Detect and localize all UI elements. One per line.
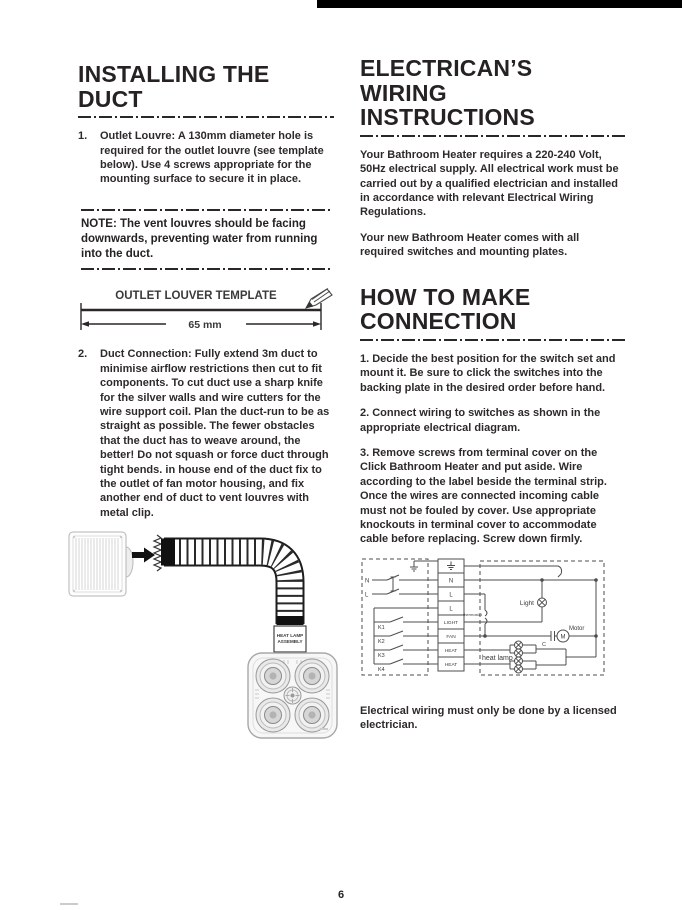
heading-line: WIRING [360, 79, 447, 106]
capacitor-label: C [542, 641, 546, 648]
dashed-rule [360, 135, 626, 137]
motor-symbol: M [560, 634, 566, 641]
input-l-label: L [365, 592, 369, 599]
terminal-label: HEAT [444, 648, 458, 654]
right-column [360, 56, 626, 733]
earth-lead [464, 566, 562, 577]
heading-line: INSTALLING THE [78, 61, 270, 87]
terminal-label: FAN [446, 634, 456, 640]
thermostat-label: thermostat [463, 611, 482, 617]
connection-step: 1. Decide the best position for the switch set and mount it. Be sure to click the switches into the backing plate in the desired order before hand. [360, 352, 616, 394]
heat-lamp-label: heat lamp [482, 654, 513, 662]
section-heading-installing-duct [78, 62, 334, 111]
switch-label: K3 [378, 652, 385, 659]
numbered-step-1 [78, 129, 334, 187]
heading-line: HOW TO MAKE [360, 283, 531, 310]
heat-lamp-icon [256, 698, 290, 732]
terminal-label: L [449, 606, 453, 613]
left-column [78, 62, 334, 768]
motor-label: Motor [569, 625, 585, 632]
heading-line: DUCT [78, 85, 143, 112]
pencil-icon [306, 289, 332, 309]
section-heading-how-to-make-connection [360, 285, 626, 334]
terminal-strip [438, 559, 464, 671]
duct-illustration-figure [68, 528, 334, 768]
switch-label: K4 [378, 666, 385, 673]
light-label: Light [519, 599, 534, 607]
scan-mark [60, 903, 78, 905]
terminal-label: L [449, 592, 453, 599]
switch-label: K1 [378, 624, 385, 631]
numbered-step-2 [78, 347, 334, 520]
heat-lamp-icon [295, 698, 329, 732]
note-text: NOTE: The vent louvres should be facing downwards, preventing water from running into the duct. [81, 217, 318, 261]
terminal-label: LIGHT [443, 620, 459, 626]
step-number: 1. [78, 130, 88, 143]
heat-lamp-icon [256, 659, 290, 693]
dimension-label: 65 mm [188, 319, 222, 332]
duct-collar [154, 535, 161, 571]
terminal-label: HEAT [444, 662, 458, 668]
arrowhead-left [81, 322, 89, 328]
step-text: Outlet Louvre: A 130mm diameter hole is required for the outlet louvre (see template below). Use 4 screws appropriate for the mounting surface to secure it in place. [100, 130, 324, 186]
page-number: 6 [337, 889, 345, 901]
dashed-rule [78, 116, 334, 118]
scan-artifact-bar [317, 0, 682, 8]
input-n-label: N [365, 578, 370, 585]
connection-step: 2. Connect wiring to switches as shown in the appropriate electrical diagram. [360, 407, 601, 434]
heading-line: INSTRUCTIONS [360, 104, 535, 131]
heading-line: CONNECTION [360, 308, 517, 335]
template-title: OUTLET LOUVER TEMPLATE [115, 290, 277, 303]
heat-lamp-icon [295, 659, 329, 693]
terminal-label: N [448, 578, 454, 585]
licensed-electrician-note: Electrical wiring must only be done by a licensed electrician. [360, 704, 617, 732]
earth-icon [410, 561, 418, 571]
step-text: Duct Connection: Fully extend 3m duct to minimise airflow restrictions then cut to fit components. To cut duct use a sharp knife for the silver walls and wire cutters for the wire support coil. Plan the duct-run to be as straight as possible. The fewer obstacles that the duct has to weave around, the better! Do not squash or force duct through tight bends. in house end of the duct fix to the outlet of fan motor housing, and fix another end of duct to vent louvres with metal clip. [100, 348, 330, 519]
svg-text:HEAT LAMP: HEAT LAMP [276, 633, 304, 639]
bathroom-heater-unit [248, 653, 337, 738]
fan-icon [284, 687, 301, 704]
connection-step: 3. Remove screws from terminal cover on the Click Bathroom Heater and put aside. Wire according to the label beside the terminal strip. Once the wires are connected incoming cable must not be fouled by cover. Use appropriate knockouts in terminal cover to accommodate cable before replacing. Screw down firmly. [360, 446, 607, 546]
heading-line: ELECTRICAN’S [360, 55, 533, 81]
note-box [78, 202, 334, 279]
switch-label: K2 [378, 638, 385, 645]
arrowhead-right [313, 322, 321, 328]
flexible-duct [161, 539, 304, 626]
heat-lamp-assembly-label [274, 626, 306, 652]
dashed-rule [360, 339, 626, 341]
dashed-rule [81, 268, 331, 270]
arrow-icon [132, 548, 155, 563]
vent-louvre-grille-icon [69, 532, 133, 596]
intro-paragraph: Your Bathroom Heater requires a 220-240 Volt, 50Hz electrical supply. All electrical work must be carried out by a qualified electrician and installed in accordance with relevant Electrical Wiring Regulations. [360, 148, 619, 219]
dashed-rule [81, 209, 331, 211]
step-number: 2. [78, 348, 88, 361]
outlet-louver-template-figure [78, 286, 334, 343]
section-heading-electricians-wiring [360, 56, 626, 130]
intro-paragraph: Your new Bathroom Heater comes with all required switches and mounting plates. [360, 231, 580, 259]
wiring-diagram-figure [360, 557, 626, 700]
svg-text:ASSEMBLY: ASSEMBLY [277, 639, 303, 645]
